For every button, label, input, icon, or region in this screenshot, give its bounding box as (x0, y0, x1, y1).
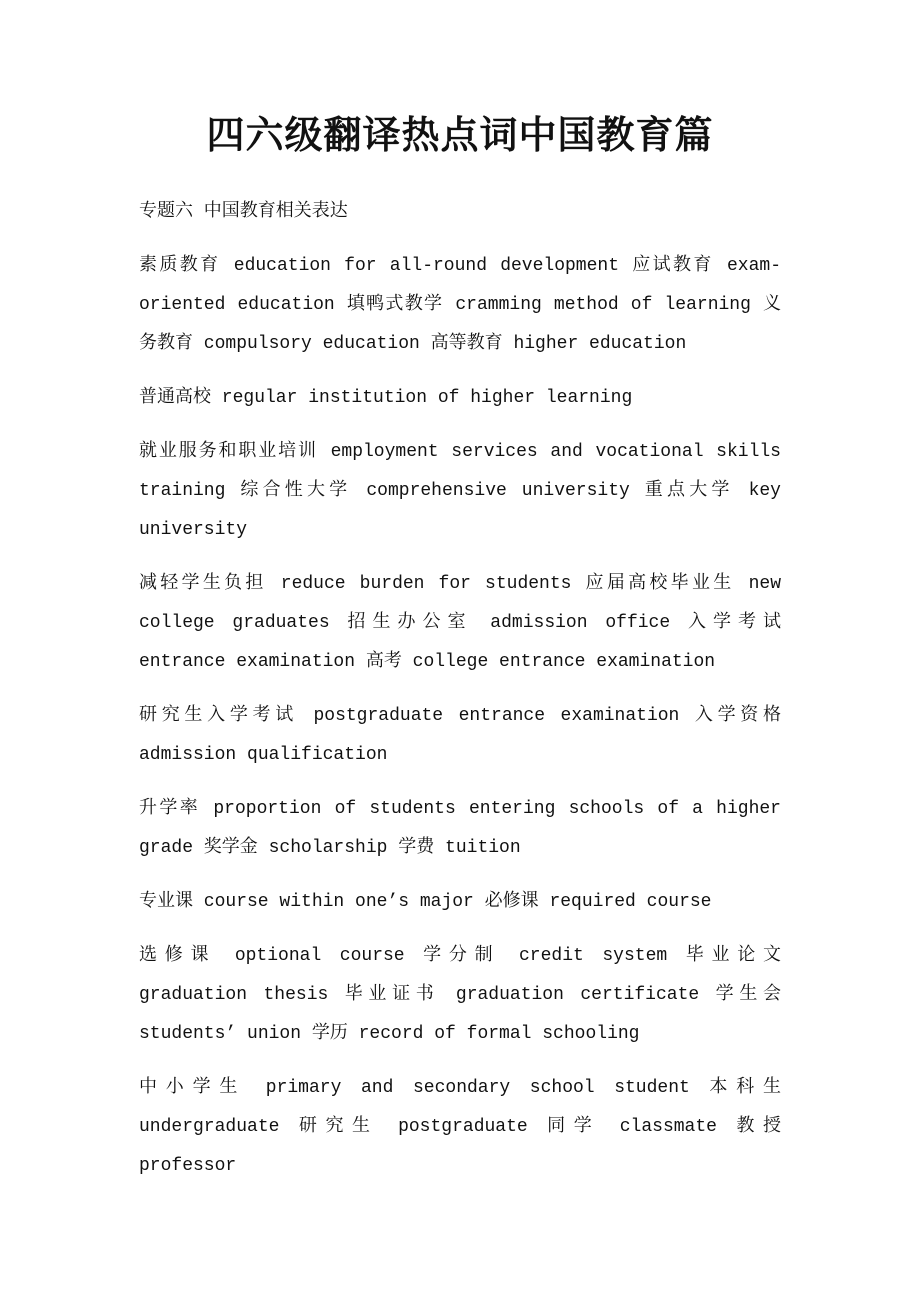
paragraph: 减轻学生负担 reduce burden for students 应届高校毕业生 new college graduates 招生办公室 admission office 入学考试 entrance examination 高考 college entrance examination (139, 574, 781, 672)
paragraph: 就业服务和职业培训 employment services and vocational skills training 综合性大学 comprehensive university 重点大学 key university (139, 442, 781, 540)
paragraph: 专业课 course within one’s major 必修课 required course (139, 892, 712, 912)
paragraph: 选修课 optional course 学分制 credit system 毕业论文 graduation thesis 毕业证书 graduation certificate 学生会 students’ union 学历 record of formal schooling (139, 946, 781, 1044)
document-title: 四六级翻译热点词中国教育篇 (206, 112, 714, 157)
paragraph: 素质教育 education for all-round development 应试教育 exam-oriented education 填鸭式教学 cramming method of learning 义务教育 compulsory education 高等教育 higher education (139, 256, 781, 354)
document-body (139, 193, 781, 1201)
paragraph: 升学率 proportion of students entering schools of a higher grade 奖学金 scholarship 学费 tuition (139, 799, 781, 858)
paragraph: 普通高校 regular institution of higher learning (139, 388, 633, 408)
paragraph: 中小学生 primary and secondary school student 本科生 undergraduate 研究生 postgraduate 同学 classmate 教授 professor (139, 1078, 781, 1176)
paragraph: 研究生入学考试 postgraduate entrance examination 入学资格 admission qualification (139, 706, 781, 765)
section-heading: 专题六 中国教育相关表达 (139, 202, 348, 222)
